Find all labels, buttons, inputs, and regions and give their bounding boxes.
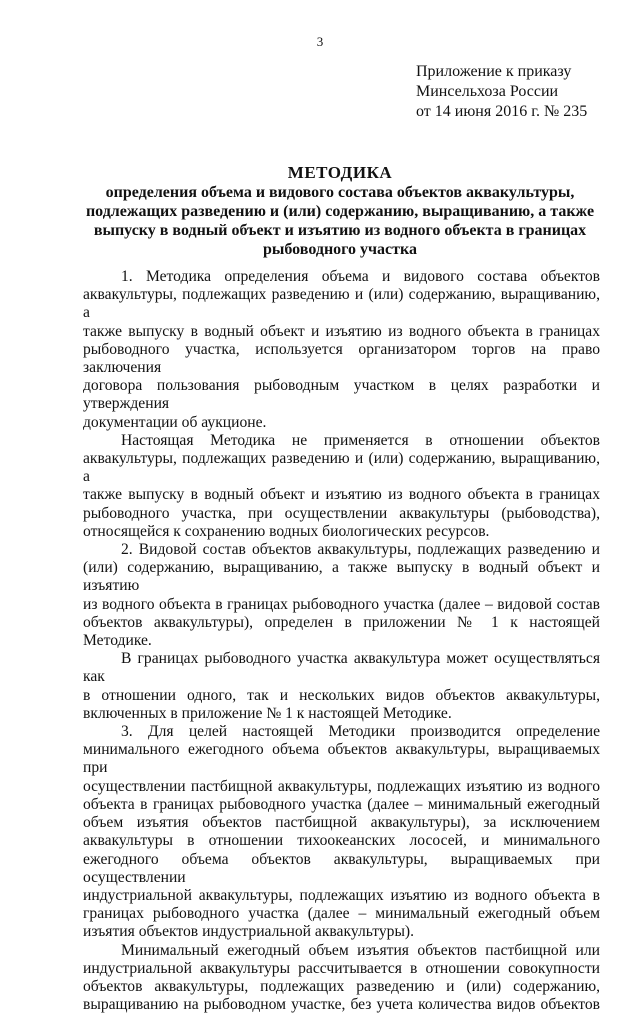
text-line: индустриальной аквакультуры, подлежащих изъятию из водного объекта в	[83, 886, 600, 904]
text-line: также выпуску в водный объект и изъятию из водного объекта в границах	[83, 322, 600, 340]
text-line: 3. Для целей настоящей Методики производится определение	[121, 723, 600, 741]
text-line: 2. Видовой состав объектов аквакультуры, подлежащих разведению и	[121, 541, 600, 559]
subtitle-line: рыбоводного участка	[263, 241, 417, 258]
text-line: в отношении одного, так и нескольких видов объектов аквакультуры,	[83, 686, 600, 704]
text-line: минимального ежегодного объема объектов аквакультуры, выращиваемых при	[83, 741, 600, 777]
subtitle-line: определения объема и видового состава объектов аквакультуры,	[105, 184, 575, 201]
subtitle-line: выпуску в водный объект и изъятию из водного объекта в границах	[93, 222, 587, 239]
page-number: 3	[316, 34, 324, 49]
paragraph	[83, 432, 600, 541]
text-line: относящейся к сохранению водных биологических ресурсов.	[83, 522, 490, 540]
text-line: Минимальный ежегодный объем изъятия объектов пастбищной или	[121, 941, 600, 959]
text-line: аквакультуры, подлежащих разведению и (или) содержанию, выращиванию, а	[83, 450, 600, 486]
text-line: аквакультуры в отношении тихоокеанских лососей, и минимального	[83, 832, 600, 850]
paragraph	[83, 541, 600, 650]
text-line: В границах рыбоводного участка аквакультура может осуществляться как	[83, 650, 600, 686]
text-line: объем изъятия объектов пастбищной аквакультуры), за исключением	[83, 814, 600, 832]
text-line: индустриальной аквакультуры рассчитывается в отношении совокупности	[83, 959, 600, 977]
text-line: объектов аквакультуры), определен в приложении № 1 к настоящей Методике.	[83, 613, 600, 650]
paragraph	[83, 723, 600, 941]
appendix-note	[416, 62, 587, 122]
text-line: Настоящая Методика не применяется в отношении объектов	[121, 431, 600, 449]
appendix-line: Приложение к приказу	[416, 63, 572, 80]
text-line: аквакультуры, подлежащих разведению и (или) содержанию, выращиванию, а	[83, 286, 600, 322]
paragraph	[83, 942, 600, 1014]
text-line: объектов аквакультуры, подлежащих разведению и (или) содержанию,	[83, 977, 600, 995]
text-line: (или) содержанию, выращиванию, а также выпуску в водный объект и изъятию	[83, 559, 600, 595]
text-line: рыбоводного участка, используется организатором торгов на право заключения	[83, 340, 600, 377]
document-body	[83, 268, 600, 1014]
text-line: ежегодного объема объектов аквакультуры, выращиваемых при осуществлении	[83, 850, 600, 886]
text-line: включенных в приложение № 1 к настоящей Методике.	[83, 704, 452, 722]
paragraph	[83, 650, 600, 723]
main-title: МЕТОДИКА	[287, 163, 393, 182]
text-line: из водного объекта в границах рыбоводного участка (далее – видовой состав	[83, 595, 600, 613]
text-line: 1. Методика определения объема и видового состава объектов	[121, 268, 600, 285]
text-line: документации об аукционе.	[83, 413, 267, 431]
paragraph	[83, 268, 600, 432]
document-title	[80, 163, 600, 259]
text-line: договора пользования рыбоводным участком в целях разработки и утверждения	[83, 377, 600, 413]
appendix-line: от 14 июня 2016 г. № 235	[416, 103, 588, 120]
appendix-line: Минсельхоза России	[416, 83, 559, 100]
text-line: осуществлении пастбищной аквакультуры, подлежащих изъятию из водного	[83, 777, 600, 795]
subtitle-line: подлежащих разведению и (или) содержанию, выращиванию, а также	[85, 203, 595, 220]
text-line: объекта в границах рыбоводного участка (далее – минимальный ежегодный	[83, 795, 600, 813]
text-line: изъятия объектов индустриальной аквакультуры).	[83, 923, 415, 941]
text-line: рыбоводного участка, при осуществлении аквакультуры (рыбоводства),	[83, 504, 600, 522]
text-line: границах рыбоводного участка (далее – минимальный ежегодный объем	[83, 905, 600, 923]
text-line: выращиванию на рыбоводном участке, без учета количества видов объектов	[83, 996, 600, 1014]
text-line: также выпуску в водный объект и изъятию из водного объекта в границах	[83, 486, 600, 504]
